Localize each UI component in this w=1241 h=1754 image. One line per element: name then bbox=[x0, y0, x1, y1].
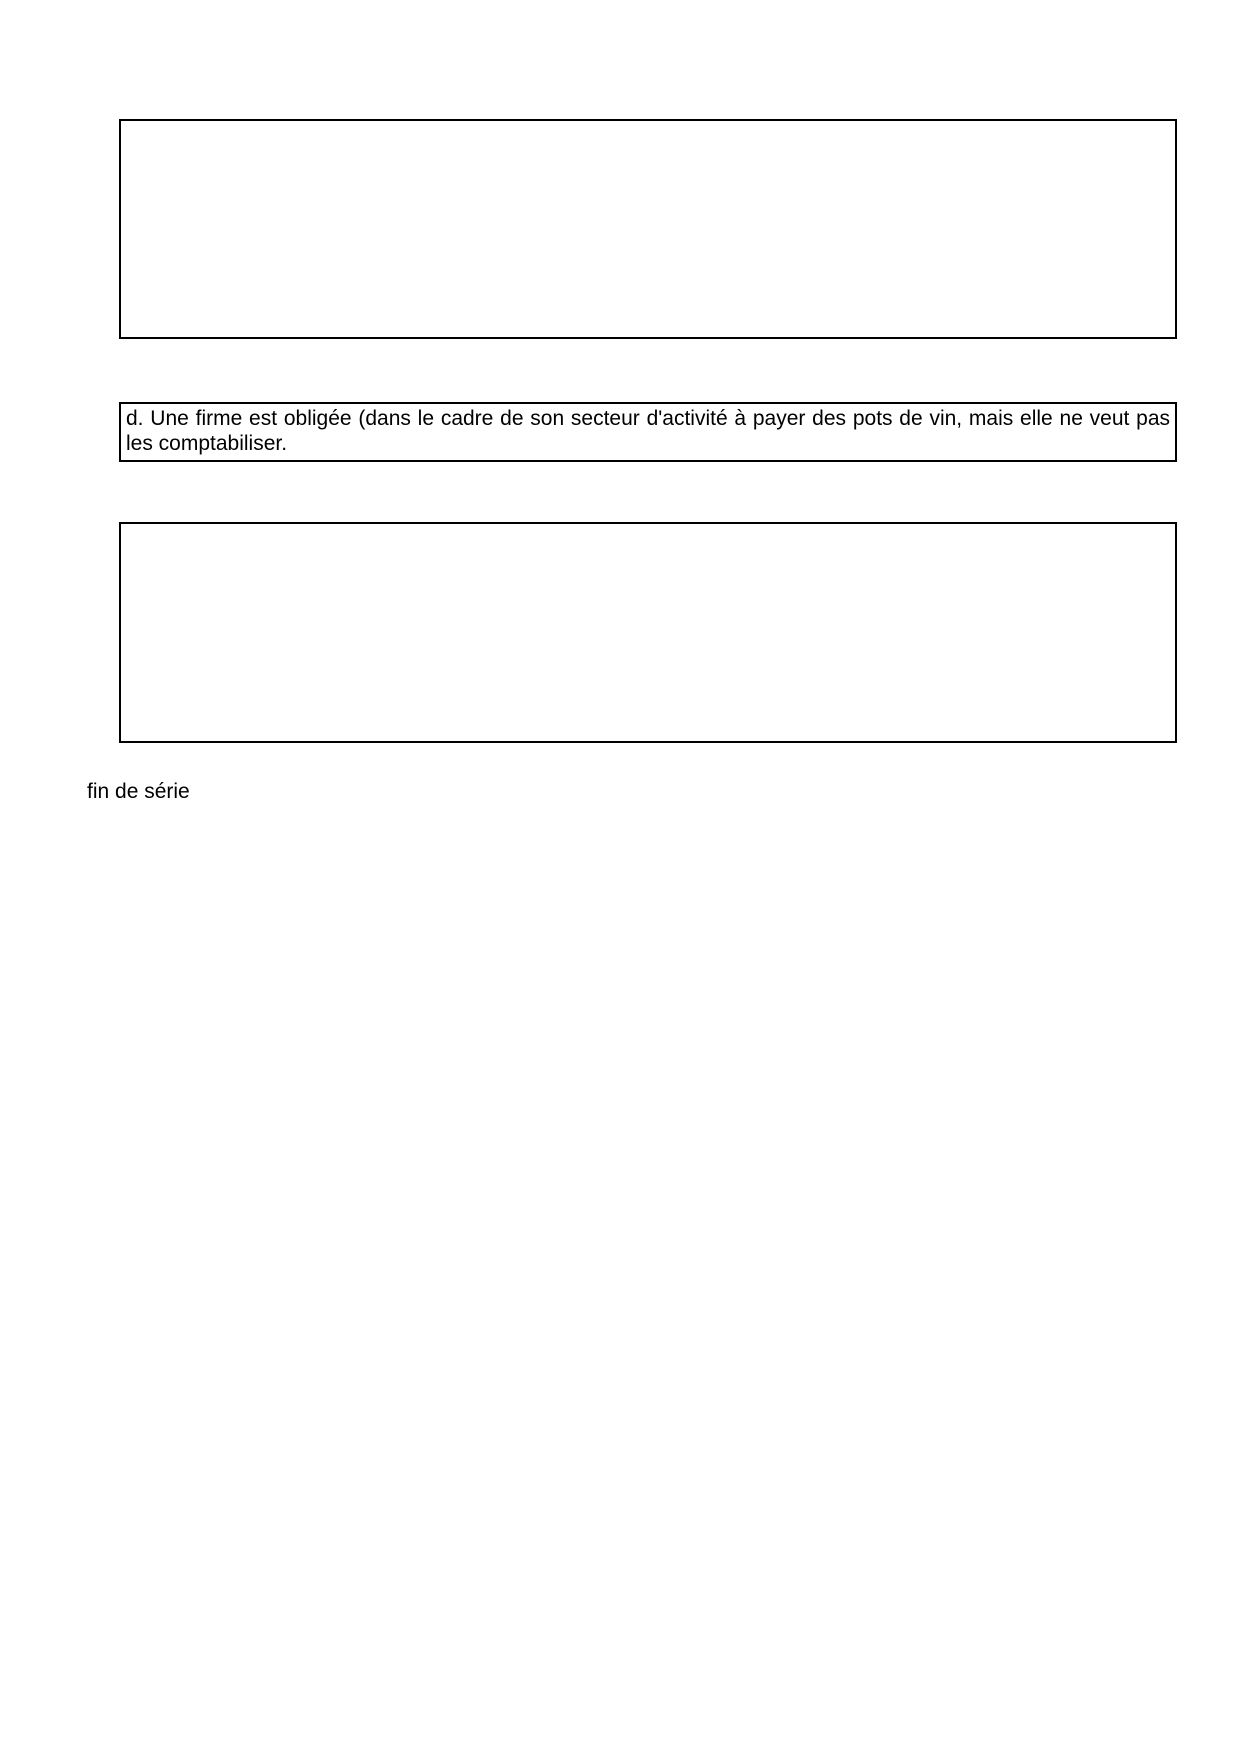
question-d-text-line-1: d. Une firme est obligée (dans le cadre de son secteur d'activité à payer des pots de vin, mais elle ne veut pas bbox=[126, 407, 1170, 430]
question-d-text-box bbox=[119, 402, 1177, 462]
empty-answer-box-bottom bbox=[119, 522, 1177, 743]
end-of-series-label: fin de série bbox=[87, 780, 190, 803]
empty-answer-box-top bbox=[119, 119, 1177, 339]
question-d-text-line-2: les comptabiliser. bbox=[126, 432, 288, 455]
